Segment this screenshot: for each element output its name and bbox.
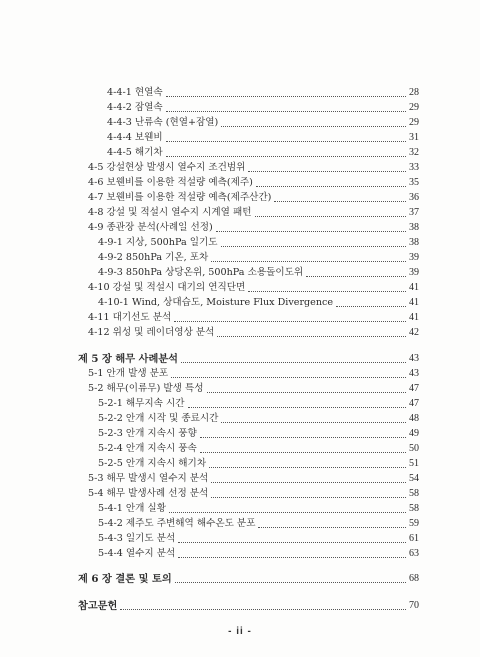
toc-entry-label: 5-4-2 제주도 주변해역 해수온도 분포 [98, 518, 256, 529]
toc-entry-label: 5-2-4 안개 지속시 풍속 [98, 443, 197, 454]
toc-entry-label: 4-4-2 잠열속 [107, 102, 163, 113]
dot-leader [166, 96, 406, 97]
toc-entry-label: 5-3 해무 발생시 열수지 분석 [88, 473, 209, 484]
toc-entry-page: 38 [409, 222, 419, 233]
toc-entry[interactable] [98, 531, 419, 545]
toc-entry-label: 제 6 장 결론 및 토의 [78, 573, 172, 585]
toc-entry-label: 4-4-1 현열속 [107, 87, 163, 98]
toc-entry-label: 4-11 대기선도 분석 [88, 312, 172, 323]
toc-entry-page: 41 [409, 312, 419, 323]
toc-entry[interactable] [88, 205, 419, 219]
dot-leader [200, 437, 406, 438]
dot-leader [207, 392, 407, 393]
toc-entry-label: 제 5 장 해무 사례분석 [78, 353, 179, 365]
toc-entry-page: 38 [409, 237, 419, 248]
toc-entry-page: 47 [409, 383, 419, 394]
toc-entry-page: 43 [409, 368, 419, 379]
dot-leader [211, 482, 406, 483]
toc-entry[interactable] [88, 310, 419, 324]
toc-entry[interactable] [88, 325, 419, 339]
toc-entry[interactable] [98, 426, 419, 440]
toc-entry-page: 39 [409, 267, 419, 278]
toc-entry[interactable] [88, 486, 419, 500]
toc-entry-page: 42 [409, 327, 419, 338]
toc-entry[interactable] [98, 441, 419, 455]
toc-entry[interactable] [98, 250, 419, 264]
toc-entry-page: 29 [409, 102, 419, 113]
toc-entry-page: 49 [409, 428, 419, 439]
toc-entry[interactable] [98, 516, 419, 530]
toc-entry-page: 37 [409, 207, 419, 218]
dot-leader [256, 186, 406, 187]
toc-entry-page: 58 [409, 503, 419, 514]
toc-entry[interactable] [98, 546, 419, 560]
dot-leader [200, 452, 406, 453]
toc-entry[interactable] [107, 130, 419, 144]
toc-entry-label: 5-4-3 일기도 분석 [98, 533, 176, 544]
toc-entry-label: 4-12 위성 및 레이더영상 분석 [88, 327, 215, 338]
toc-entry-label: 4-5 강설현상 발생시 열수지 조건범위 [88, 162, 246, 173]
toc-entry[interactable] [98, 396, 419, 410]
toc-entry-label: 4-4-5 해기차 [107, 147, 163, 158]
toc-entry[interactable] [88, 366, 419, 380]
dot-leader [178, 557, 406, 558]
dot-leader [221, 422, 406, 423]
toc-entry-label: 4-8 강설 및 적설시 열수지 시계열 패턴 [88, 207, 252, 218]
dot-leader [255, 216, 407, 217]
dot-leader [171, 377, 406, 378]
toc-entry-label: 4-7 보웬비를 이용한 적설량 예측(제주산간) [88, 192, 272, 203]
toc-entry-page: 50 [409, 443, 419, 454]
toc-entry-label: 5-2 해무(이류무) 발생 특성 [88, 383, 204, 394]
toc-entry-page: 41 [409, 282, 419, 293]
dot-leader [166, 111, 406, 112]
toc-entry-label: 4-10 강설 및 적설시 대기의 연직단면 [88, 282, 246, 293]
page-number: - ii - [228, 626, 252, 637]
toc-entry[interactable] [88, 280, 419, 294]
dot-leader [258, 527, 406, 528]
toc-entry-page: 59 [409, 518, 419, 529]
toc-entry-label: 4-4-3 난류속 (현열+잠열) [107, 117, 219, 128]
toc-entry-label: 5-4 해무 발생사례 선정 분석 [88, 488, 209, 499]
toc-entry[interactable] [98, 501, 419, 515]
toc-entry[interactable] [98, 456, 419, 470]
toc-entry[interactable] [88, 471, 419, 485]
toc-entry-page: 58 [409, 488, 419, 499]
dot-leader [169, 512, 406, 513]
toc-entry-page: 41 [409, 297, 419, 308]
dot-leader [221, 246, 406, 247]
dot-leader [306, 276, 406, 277]
toc-entry[interactable] [98, 295, 419, 309]
dot-leader [209, 467, 406, 468]
toc-entry-page: 51 [409, 458, 419, 469]
toc-entry-page: 31 [409, 132, 419, 143]
toc-entry-page: 48 [409, 413, 419, 424]
toc-entry-page: 43 [409, 353, 419, 364]
dot-leader [175, 582, 406, 583]
toc-entry-page: 36 [409, 192, 419, 203]
toc-entry-page: 29 [409, 117, 419, 128]
toc-entry-label: 4-6 보웬비를 이용한 적설량 예측(제주) [88, 177, 253, 188]
toc-entry[interactable] [107, 100, 419, 114]
toc-entry[interactable] [88, 220, 419, 234]
dot-leader [188, 407, 407, 408]
toc-entry-page: 39 [409, 252, 419, 263]
toc-entry-label: 4-9 종관장 분석(사례일 선정) [88, 222, 213, 233]
toc-entry[interactable] [107, 85, 419, 99]
toc-entry-label: 5-2-5 안개 지속시 해기차 [98, 458, 207, 469]
toc-entry-page: 28 [409, 87, 419, 98]
dot-leader [166, 141, 406, 142]
toc-entry-label: 5-2-1 해무지속 시간 [98, 398, 185, 409]
toc-entry-label: 4-9-1 지상, 500hPa 일기도 [98, 237, 218, 248]
toc-entry-page: 54 [409, 473, 419, 484]
toc-entry-page: 47 [409, 398, 419, 409]
toc-entry-page: 61 [409, 533, 419, 544]
toc-entry-label: 4-9-2 850hPa 기온, 포차 [98, 252, 209, 263]
dot-leader [221, 126, 406, 127]
toc-references-heading[interactable] [78, 598, 419, 612]
dot-leader [248, 171, 406, 172]
toc-entry-label: 5-4-1 안개 실황 [98, 503, 166, 514]
toc-entry-page: 35 [409, 177, 419, 188]
toc-entry-label: 5-1 안개 발생 분포 [88, 368, 169, 379]
toc-entry-label: 5-4-4 열수지 분석 [98, 548, 176, 559]
toc-entry-label: 4-4-4 보웬비 [107, 132, 163, 143]
dot-leader [336, 306, 406, 307]
dot-leader [211, 497, 406, 498]
dot-leader [211, 261, 406, 262]
toc-chapter-heading[interactable] [78, 571, 419, 585]
toc-entry[interactable] [98, 235, 419, 249]
toc-chapter-heading[interactable] [78, 351, 419, 365]
toc-entry-label: 5-2-3 안개 지속시 풍향 [98, 428, 197, 439]
toc-entry-label: 참고문헌 [78, 600, 118, 612]
dot-leader [216, 231, 406, 232]
toc-entry[interactable] [107, 145, 419, 159]
dot-leader [248, 291, 406, 292]
dot-leader [178, 542, 406, 543]
toc-entry[interactable] [88, 190, 419, 204]
toc-entry[interactable] [88, 381, 419, 395]
toc-entry[interactable] [107, 115, 419, 129]
toc-entry[interactable] [88, 175, 419, 189]
toc-entry-label: 4-9-3 850hPa 상당온위, 500hPa 소용돌이도위 [98, 267, 304, 278]
dot-leader [174, 321, 406, 322]
toc-entry[interactable] [98, 265, 419, 279]
dot-leader [181, 362, 406, 363]
toc-entry[interactable] [88, 160, 419, 174]
dot-leader [217, 336, 406, 337]
dot-leader [166, 156, 406, 157]
toc-entry-page: 68 [409, 573, 419, 584]
toc-entry-label: 5-2-2 안개 시작 및 종료시간 [98, 413, 219, 424]
toc-entry-label: 4-10-1 Wind, 상대습도, Moisture Flux Divergence [98, 297, 334, 308]
toc-entry-page: 32 [409, 147, 419, 158]
toc-entry-page: 70 [409, 600, 419, 611]
toc-entry-page: 33 [409, 162, 419, 173]
toc-entry[interactable] [98, 411, 419, 425]
dot-leader [274, 201, 406, 202]
dot-leader [120, 609, 406, 610]
toc-entry-page: 63 [409, 548, 419, 559]
